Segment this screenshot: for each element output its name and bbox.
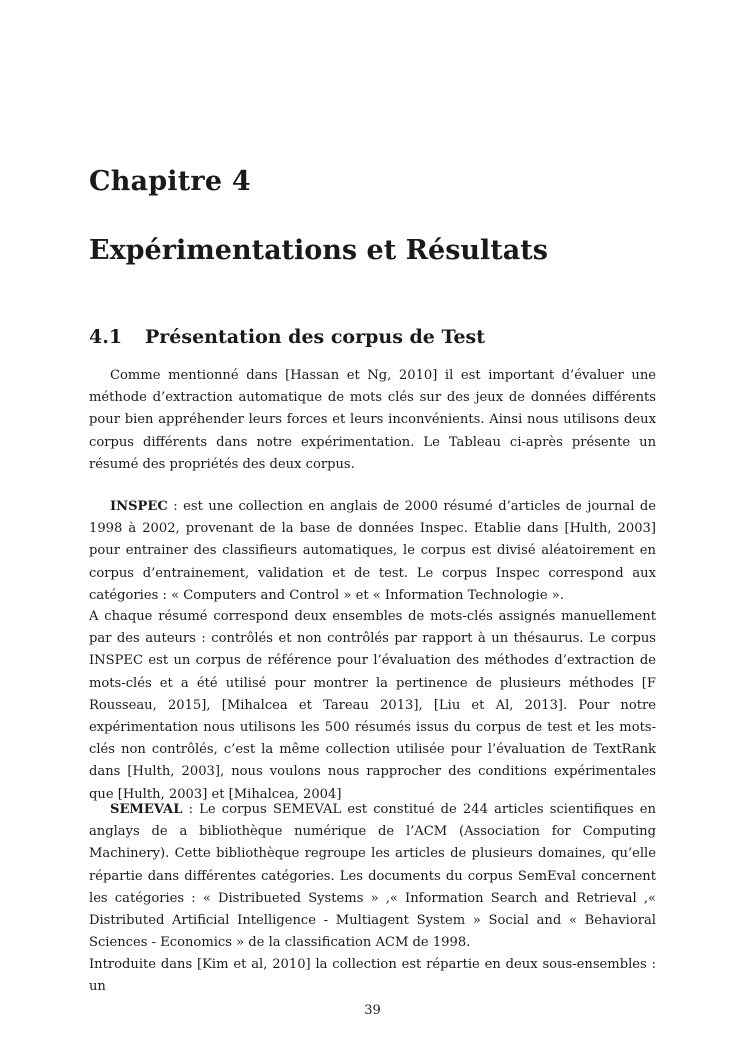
inspec-term: INSPEC bbox=[110, 499, 168, 514]
section-heading bbox=[89, 326, 485, 348]
semeval-description: : Le corpus SEMEVAL est constitué de 244 articles scientifiques en anglays de a bibliothèque numérique de l’ACM (Association for Computing Machinery). Cette bibliothèque regroupe les articles de plusieurs domaines, qu’elle répartie dans différentes catégories. Les documents du corpus SemEval concernent les catégories : « Distribueted Systems » ,« Information Search and Retrieval ,« Distributed Artificial Intelligence - Multiagent System » Social and « Behavioral Sciences - Economics » de la classification ACM de 1998. bbox=[89, 802, 656, 951]
intro-paragraph: Comme mentionné dans [Hassan et Ng, 2010] il est important d’évaluer une méthode d’extraction automatique de mots clés sur des jeux de données différents pour bien appréhender leurs forces et leurs inconvénients. Ainsi nous utilisons deux corpus différents dans notre expérimentation. Le Tableau ci-après présente un résumé des propriétés des deux corpus. bbox=[89, 368, 656, 472]
semeval-paragraph bbox=[89, 799, 656, 954]
section-title: Présentation des corpus de Test bbox=[145, 326, 486, 348]
inspec-paragraph bbox=[89, 496, 656, 607]
inspec-description: : est une collection en anglais de 2000 résumé d’articles de journal de 1998 à 2002, provenant de la base de données Inspec. Etablie dans [Hulth, 2003] pour entrainer des classifieurs automatiques, le corpus est divisé aléatoirement en corpus d’entrainement, validation et de test. Le corpus Inspec correspond aux catégories : « Computers and Control » et « Information Technologie ». bbox=[89, 499, 656, 603]
semeval-term: SEMEVAL bbox=[110, 802, 183, 817]
page-number: 39 bbox=[364, 1003, 381, 1018]
document-page bbox=[89, 0, 656, 1053]
section-number: 4.1 bbox=[89, 326, 123, 348]
chapter-title: Expérimentations et Résultats bbox=[89, 235, 548, 266]
semeval-split-paragraph: Introduite dans [Kim et al, 2010] la collection est répartie en deux sous-ensembles : un bbox=[89, 957, 656, 995]
inspec-keywords-paragraph: A chaque résumé correspond deux ensembles de mots-clés assignés manuellement par des auteurs : contrôlés et non contrôlés par rapport à un thésaurus. Le corpus INSPEC est un corpus de référence pour l’évaluation des méthodes d’extraction de mots-clés et a été utilisé pour montrer la pertinence de plusieurs méthodes [F Rousseau, 2015], [Mihalcea et Tareau 2013], [Liu et Al, 2013]. Pour notre expérimentation nous utilisons les 500 résumés issus du corpus de test et les mots-clés non contrôlés, c’est la même collection utilisée pour l’évaluation de TextRank dans [Hulth, 2003], nous voulons nous rapprocher des conditions expérimentales que [Hulth, 2003] et [Mihalcea, 2004] bbox=[89, 609, 656, 802]
chapter-label: Chapitre 4 bbox=[89, 166, 251, 197]
